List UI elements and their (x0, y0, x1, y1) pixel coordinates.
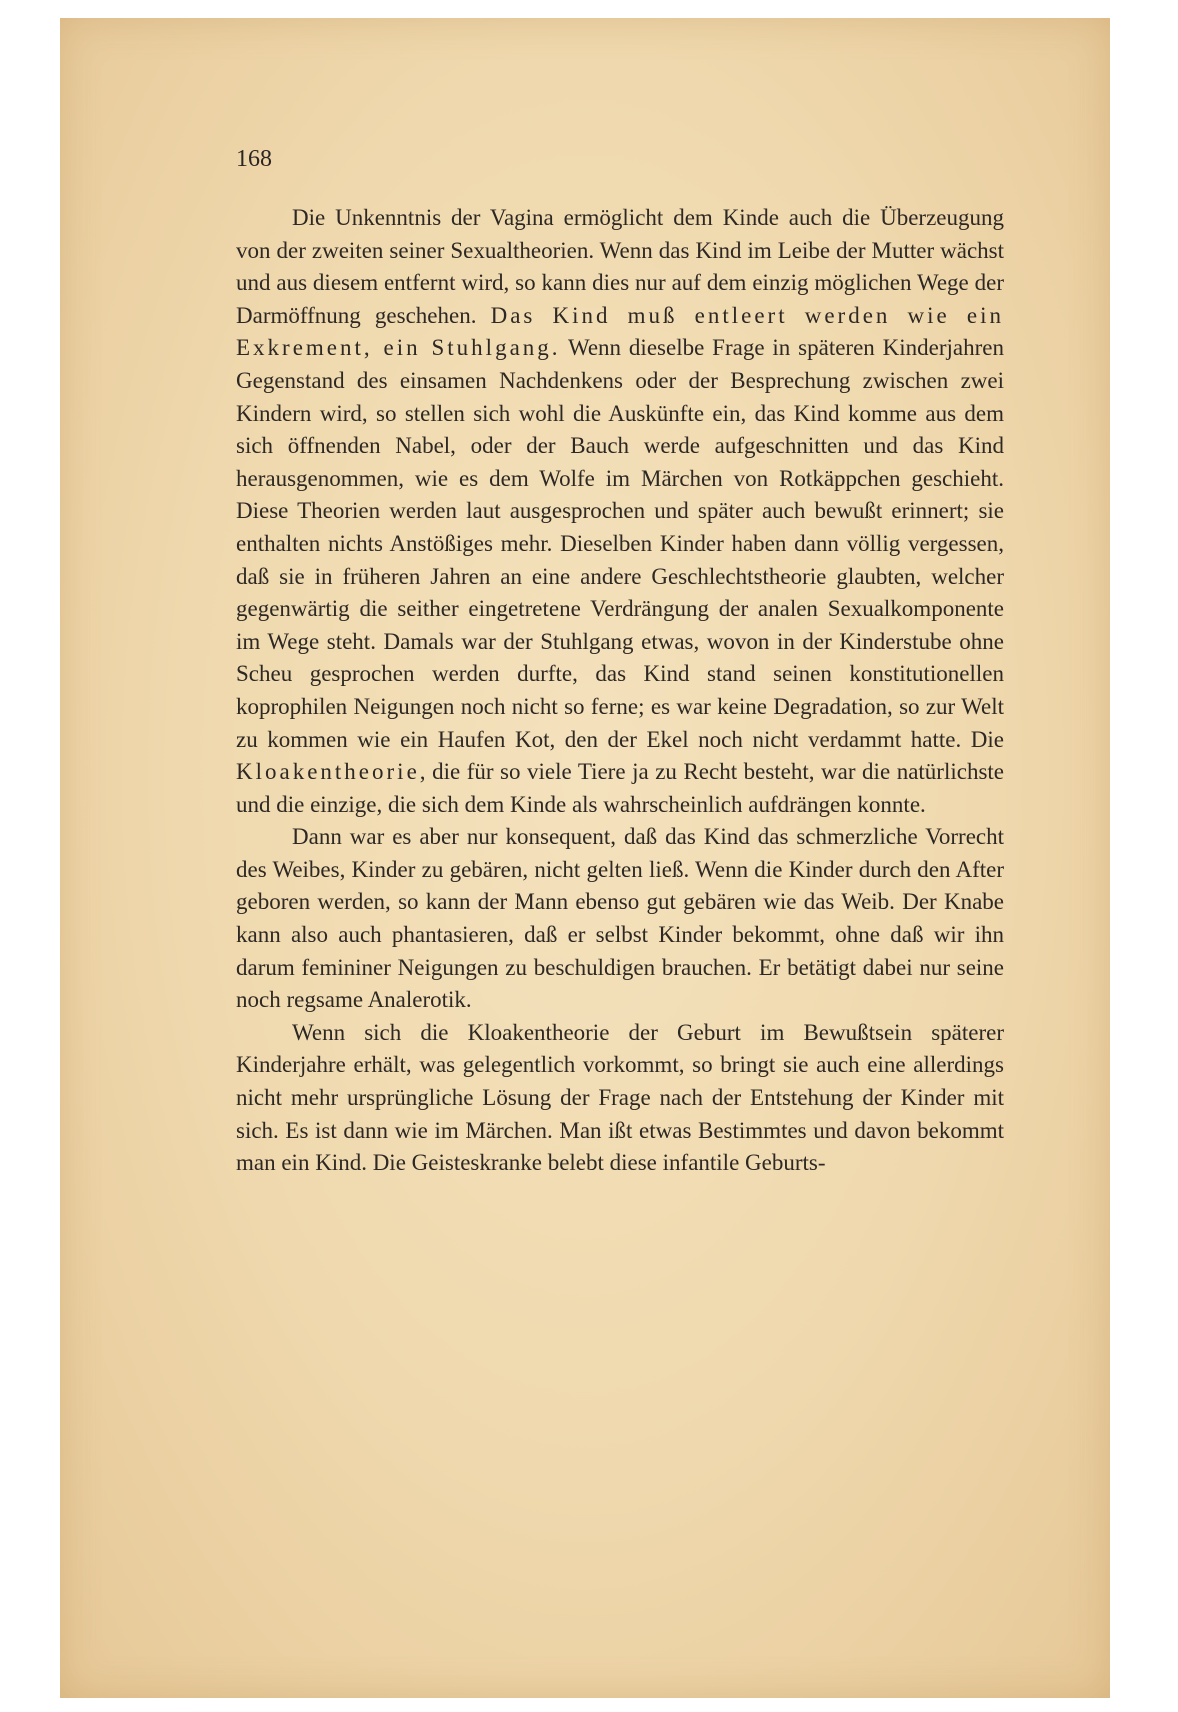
paragraph-1-text-b: Wenn dieselbe Frage in späteren Kinderjahren Gegenstand des einsamen Nachdenkens oder der Besprechung zwischen zwei Kindern wird, so stellen sich wohl die Auskünfte ein, das Kind komme aus dem sich öffnenden Nabel, oder der Bauch werde aufgeschnitten und das Kind herausgenommen, wie es dem Wolfe im Märchen von Rotkäppchen geschieht. Diese Theorien werden laut ausgesprochen und später auch bewußt erinnert; sie enthalten nichts Anstößiges mehr. Dieselben Kinder haben dann völlig vergessen, daß sie in früheren Jahren an eine andere Geschlechtstheorie glaubten, welcher gegenwärtig die seither eingetretene Verdrängung der analen Sexualkomponente im Wege steht. Damals war der Stuhlgang etwas, wovon in der Kinderstube ohne Scheu gesprochen werden durfte, das Kind stand seinen konstitutionellen koprophilen Neigungen noch nicht so ferne; es war keine Degradation, so zur Welt zu kommen wie ein Haufen Kot, den der Ekel noch nicht verdammt hatte. Die (236, 335, 1004, 752)
emphasized-phrase: Das Kind muß entleert werden wie ein Exkrement, ein Stuhlgang. (236, 302, 1004, 361)
paragraph-1-text-a: Die Unkenntnis der Vagina ermöglicht dem Kinde auch die Überzeugung von der zweiten seiner Sexualtheorien. Wenn das Kind im Leibe der Mutter wächst und aus diesem entfernt wird, so kann dies nur auf dem einzig möglichen Wege der Darmöffnung geschehen. (236, 205, 1004, 328)
page-number: 168 (236, 146, 272, 172)
paragraph-2: Dann war es aber nur konsequent, daß das Kind das schmerzliche Vorrecht des Weibes, Kinder zu gebären, nicht gelten ließ. Wenn die Kinder durch den After geboren werden, so kann der Mann ebenso gut gebären wie das Weib. Der Knabe kann also auch phantasieren, daß er selbst Kinder bekommt, ohne daß wir ihn darum femininer Neigungen zu beschuldigen brauchen. Er betätigt dabei nur seine noch regsame Analerotik. (236, 824, 1004, 1013)
emphasized-term: Kloakentheorie (236, 759, 420, 785)
paragraph-1-text-c: , die für so viele Tiere ja zu Recht besteht, war die natürlichste und die einzige, die sich dem Kinde als wahrscheinlich aufdrängen konnte. (236, 759, 1004, 817)
paragraph-1 (236, 202, 1004, 821)
paragraph-3: Wenn sich die Kloakentheorie der Geburt im Bewußtsein späterer Kinderjahre erhält, was gelegentlich vorkommt, so bringt sie auch eine allerdings nicht mehr ursprüngliche Lösung der Frage nach der Entstehung der Kinder mit sich. Es ist dann wie im Märchen. Man ißt etwas Bestimmtes und davon bekommt man ein Kind. Die Geisteskranke belebt diese infantile Geburts- (236, 1019, 1004, 1176)
body-text (236, 202, 1004, 1180)
book-page (60, 18, 1110, 1698)
